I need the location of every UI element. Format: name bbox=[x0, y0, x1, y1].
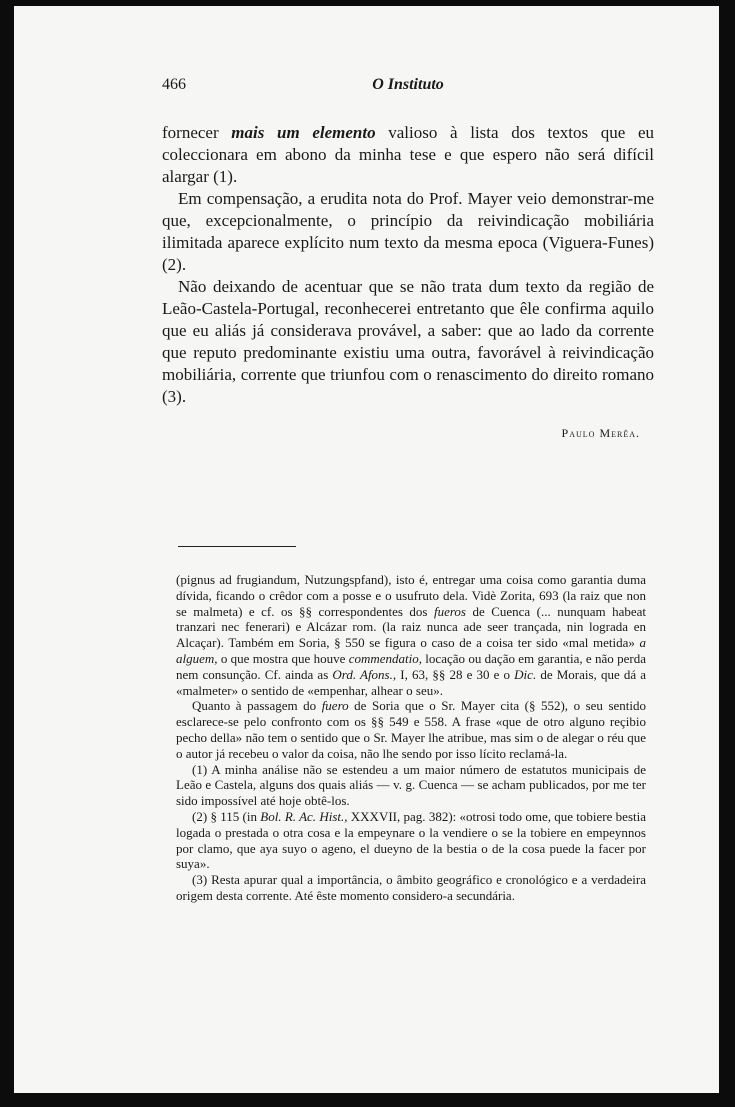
paragraph-1 bbox=[162, 122, 654, 188]
footnotes bbox=[176, 572, 646, 904]
paragraph-1-start: fornecer bbox=[162, 123, 232, 142]
fn2-a: (2) § 115 (in bbox=[192, 808, 261, 824]
paragraph-1-emphasis: mais um elemento bbox=[231, 123, 376, 142]
main-text bbox=[162, 122, 654, 444]
fn-cont-f: commendatio, bbox=[348, 650, 422, 666]
running-head bbox=[162, 76, 654, 104]
footnote-3: (3) Resta apurar qual a importância, o âmbito geográfico e cronológico e a verdadeira origem desta corrente. Até êste momento considero-a secundária. bbox=[176, 872, 646, 903]
fn-cont-k: de Morais, que dá a «malmeter» o sentido de «empenhar, alhear o seu». bbox=[176, 666, 647, 698]
footnote-2 bbox=[176, 809, 646, 872]
fn-soria-b: fuero bbox=[321, 698, 349, 714]
paragraph-2: Em compensação, a erudita nota do Prof. Mayer veio demonstrar-me que, excepcionalmente, o princípio da reivindicação mobiliária ilimitada aparece explícito num texto da mesma epoca (Viguera-Funes) (2). bbox=[162, 189, 654, 274]
footnote-soria bbox=[176, 698, 646, 761]
fn2-c: XXXVII, pag. 382): «otrosi todo ome, que tobiere bestia logada o prestada o otra cosa e la empeynare o la vendiere o se la tobiere en empeynnos por clamo, que aya suyo o ageno, el dueyno de la bestia o de la cosa puede la facer por suya». bbox=[176, 808, 647, 872]
page-number: 466 bbox=[162, 76, 186, 93]
fn-cont-i: I, 63, §§ 28 e 30 e o bbox=[396, 666, 515, 682]
fn-cont-d: a alguem, bbox=[176, 635, 646, 666]
footnote-separator bbox=[178, 546, 296, 547]
footnote-1: (1) A minha análise não se estendeu a um maior número de estatutos municipais de Leão e Castela, alguns dos quais aliás — v. g. Cuenca — se acham publicados, por me ter sido impossível até hoje obtê-los. bbox=[176, 761, 646, 809]
author-signature: Paulo Merêa. bbox=[561, 426, 640, 440]
footnote-continuation bbox=[176, 572, 646, 698]
fn-soria-c: de Soria que o Sr. Mayer cita (§ 552), o seu sentido esclarece-se pelo confronto com os §§ 549 e 558. A frase «que de otro alguno reçibio pecho della» não tem o sentido que o Sr. Mayer lhe atribue, mas sim o de alegar o réu que o autor já recebeu o valor da coisa, não lhe sendo por isso lícito reclamá-la. bbox=[176, 698, 646, 761]
fn2-b: Bol. R. Ac. Hist., bbox=[260, 808, 348, 824]
fn-cont-a: (pignus ad frugiandum, Nutzungspfand), isto é, entregar uma coisa como garantia duma dívida, ficando o crêdor com a posse e o usufruto dela. Vidè Zorita, 693 (la raiz que non se malmeta) e cf. os §§ correspondentes dos bbox=[176, 572, 646, 619]
fn-cont-j: Dic. bbox=[514, 666, 537, 682]
fn-cont-c: de Cuenca (... nunquam habeat tranzari nec fenerari) e Alcázar rom. (la raiz nunca ade seer trançada, nin lograda en Alcaçar). Também em Soria, § 550 se figura o caso de a coisa ter sido «mal metida» bbox=[176, 603, 647, 651]
page-body bbox=[162, 76, 654, 444]
fn-cont-h: Ord. Afons., bbox=[332, 666, 397, 682]
paragraph-1-end: valioso à lista dos textos que eu coleccionara em abono da minha tese e que espero não será difícil alargar (1). bbox=[162, 123, 654, 186]
fn-cont-g: locação ou dação em garantia, e não perda nem consunção. Cf. ainda as bbox=[176, 650, 646, 682]
fn-cont-e: o que mostra que houve bbox=[217, 650, 349, 666]
paragraph-3: Não deixando de acentuar que se não trata dum texto da região de Leão-Castela-Portugal, reconhecerei entretanto que êle confirma aquilo que eu aliás já considerava provável, a saber: que ao lado da corrente que reputo predominante existiu uma outra, favorável à reivindicação mobiliária, corrente que triunfou com o renascimento do direito romano (3). bbox=[162, 277, 654, 406]
journal-title: O Instituto bbox=[372, 76, 444, 93]
fn-cont-b: fueros bbox=[433, 603, 466, 619]
fn-soria-a: Quanto à passagem do bbox=[192, 698, 322, 714]
